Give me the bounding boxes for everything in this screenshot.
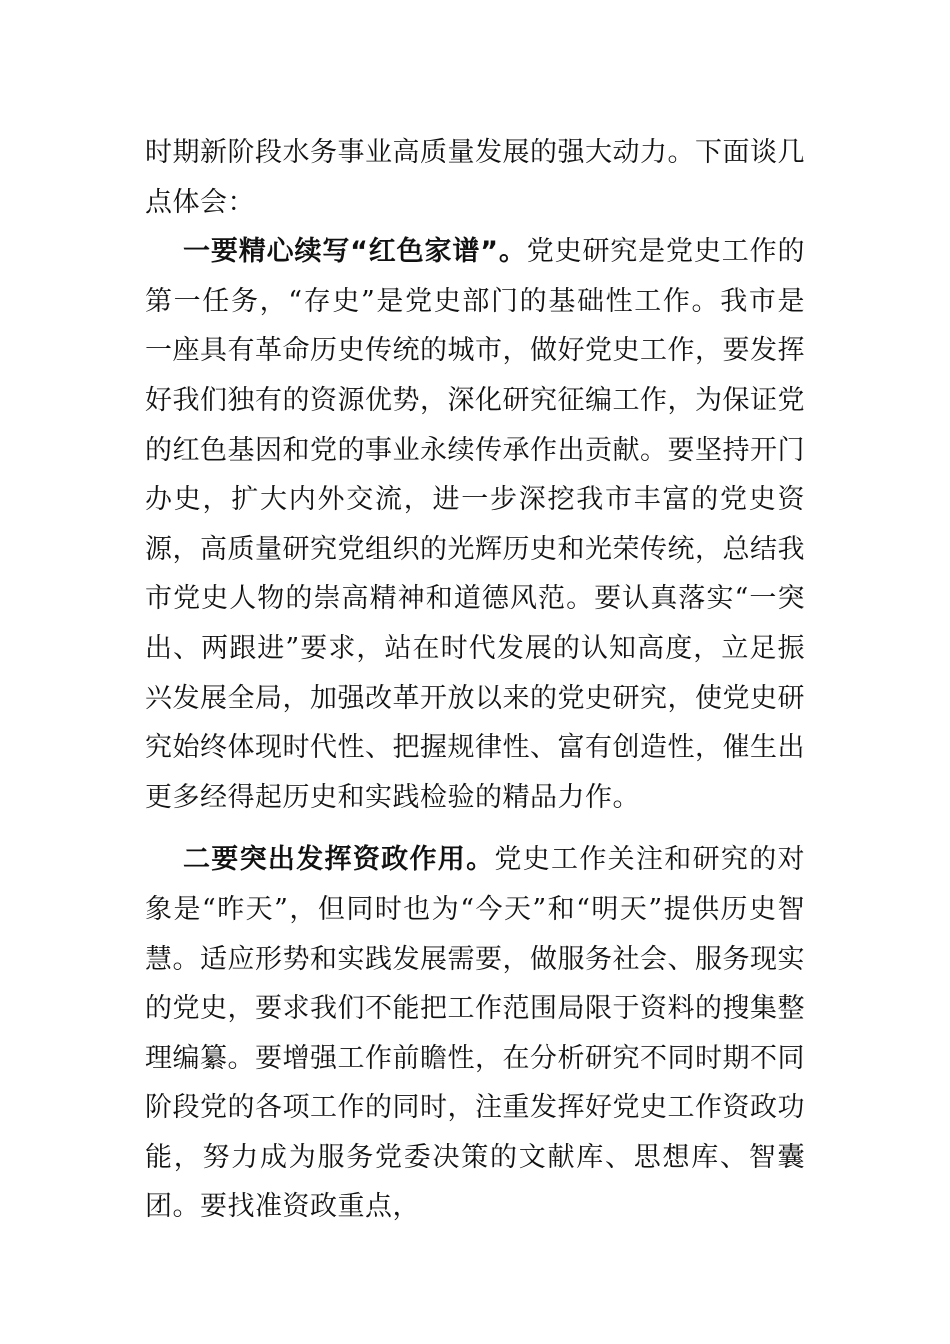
paragraph-text: 党史研究是党史工作的第一任务，“存史”是党史部门的基础性工作。我市是一座具有革命历史传统的城市，做好党史工作，要发挥好我们独有的资源优势，深化研究征编工作，为保证党的红色基因和党的事业永续传承作出贡献。要坚持开门办史，扩大内外交流，进一步深挖我市丰富的党史资源，高质量研究党组织的光辉历史和光荣传统，总结我市党史人物的崇高精神和道德风范。要认真落实“一突出、两跟进”要求，站在时代发展的认知高度，立足振兴发展全局，加强改革开放以来的党史研究，使党史研究始终体现时代性、把握规律性、富有创造性，催生出更多经得起历史和实践检验的精品力作。 [145,236,805,813]
paragraph-point-two [145,835,805,1232]
paragraph-heading: 二要突出发挥资政作用。 [183,844,495,876]
paragraph-text: 时期新阶段水务事业高质量发展的强大动力。下面谈几点体会： [145,137,805,218]
paragraph-text: 党史工作关注和研究的对象是“昨天”，但同时也为“今天”和“明天”提供历史智慧。适应形势和实践发展需要，做服务社会、服务现实的党史，要求我们不能把工作范围局限于资料的搜集整理编纂。要增强工作前瞻性，在分析研究不同时期不同阶段党的各项工作的同时，注重发挥好党史工作资政功能，努力成为服务党委决策的文献库、思想库、智囊团。要找准资政重点， [145,844,806,1223]
paragraph-point-one [145,227,805,822]
paragraph-intro-continuation [145,128,805,227]
paragraph-heading: 一要精心续写“红色家谱”。 [183,236,527,268]
document-body [145,128,805,1232]
